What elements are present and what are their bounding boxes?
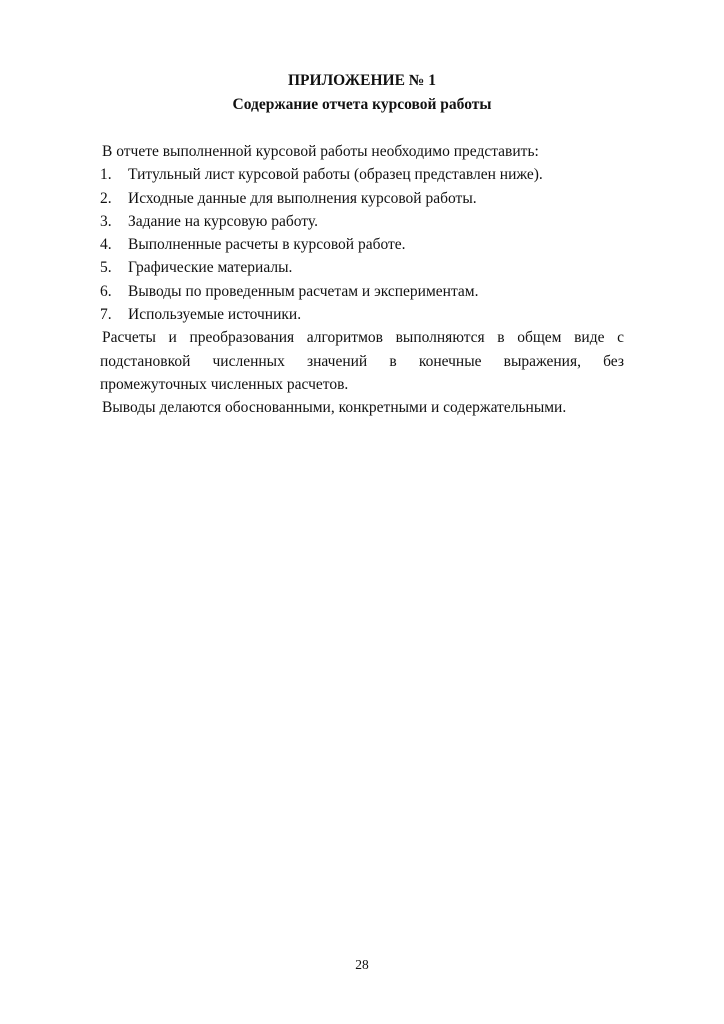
list-item-text: Графические материалы. [128, 259, 293, 277]
list-item-number: 6. [100, 282, 112, 300]
list-item-number: 2. [100, 189, 112, 207]
list-item-text: Используемые источники. [128, 306, 302, 324]
conclusion-paragraph: Выводы делаются обоснованными, конкретными и содержательными. [102, 399, 567, 417]
list-item [100, 280, 624, 303]
intro-paragraph: В отчете выполненной курсовой работы необходимо представить: [102, 143, 539, 160]
list-item [100, 233, 624, 256]
list-item-text: Титульный лист курсовой работы (образец представлен ниже). [128, 166, 543, 184]
list-item-number: 7. [100, 306, 112, 324]
list-item [100, 210, 624, 233]
list-item-number: 3. [100, 212, 112, 230]
appendix-subtitle: Содержание отчета курсовой работы [232, 96, 492, 113]
page-number: 28 [355, 957, 369, 972]
list-item-text: Выполненные расчеты в курсовой работе. [128, 236, 406, 254]
list-item-text: Выводы по проведенным расчетам и экспериментам. [128, 282, 479, 300]
list-item [100, 163, 624, 186]
appendix-title: ПРИЛОЖЕНИЕ № 1 [288, 72, 436, 89]
calculation-paragraph: Расчеты и преобразования алгоритмов выполняются в общем виде с подстановкой численных значений в конечные выражения, без промежуточных численных расчетов. [100, 329, 624, 393]
list-item [100, 256, 624, 279]
list-item [100, 187, 624, 210]
list-item-text: Задание на курсовую работу. [128, 212, 318, 230]
list-item-number: 5. [100, 259, 112, 277]
list-item-text: Исходные данные для выполнения курсовой работы. [128, 189, 477, 207]
report-contents-list [100, 163, 624, 326]
document-body [100, 140, 624, 420]
list-item-number: 4. [100, 236, 112, 254]
list-item [100, 303, 624, 326]
list-item-number: 1. [100, 166, 112, 184]
